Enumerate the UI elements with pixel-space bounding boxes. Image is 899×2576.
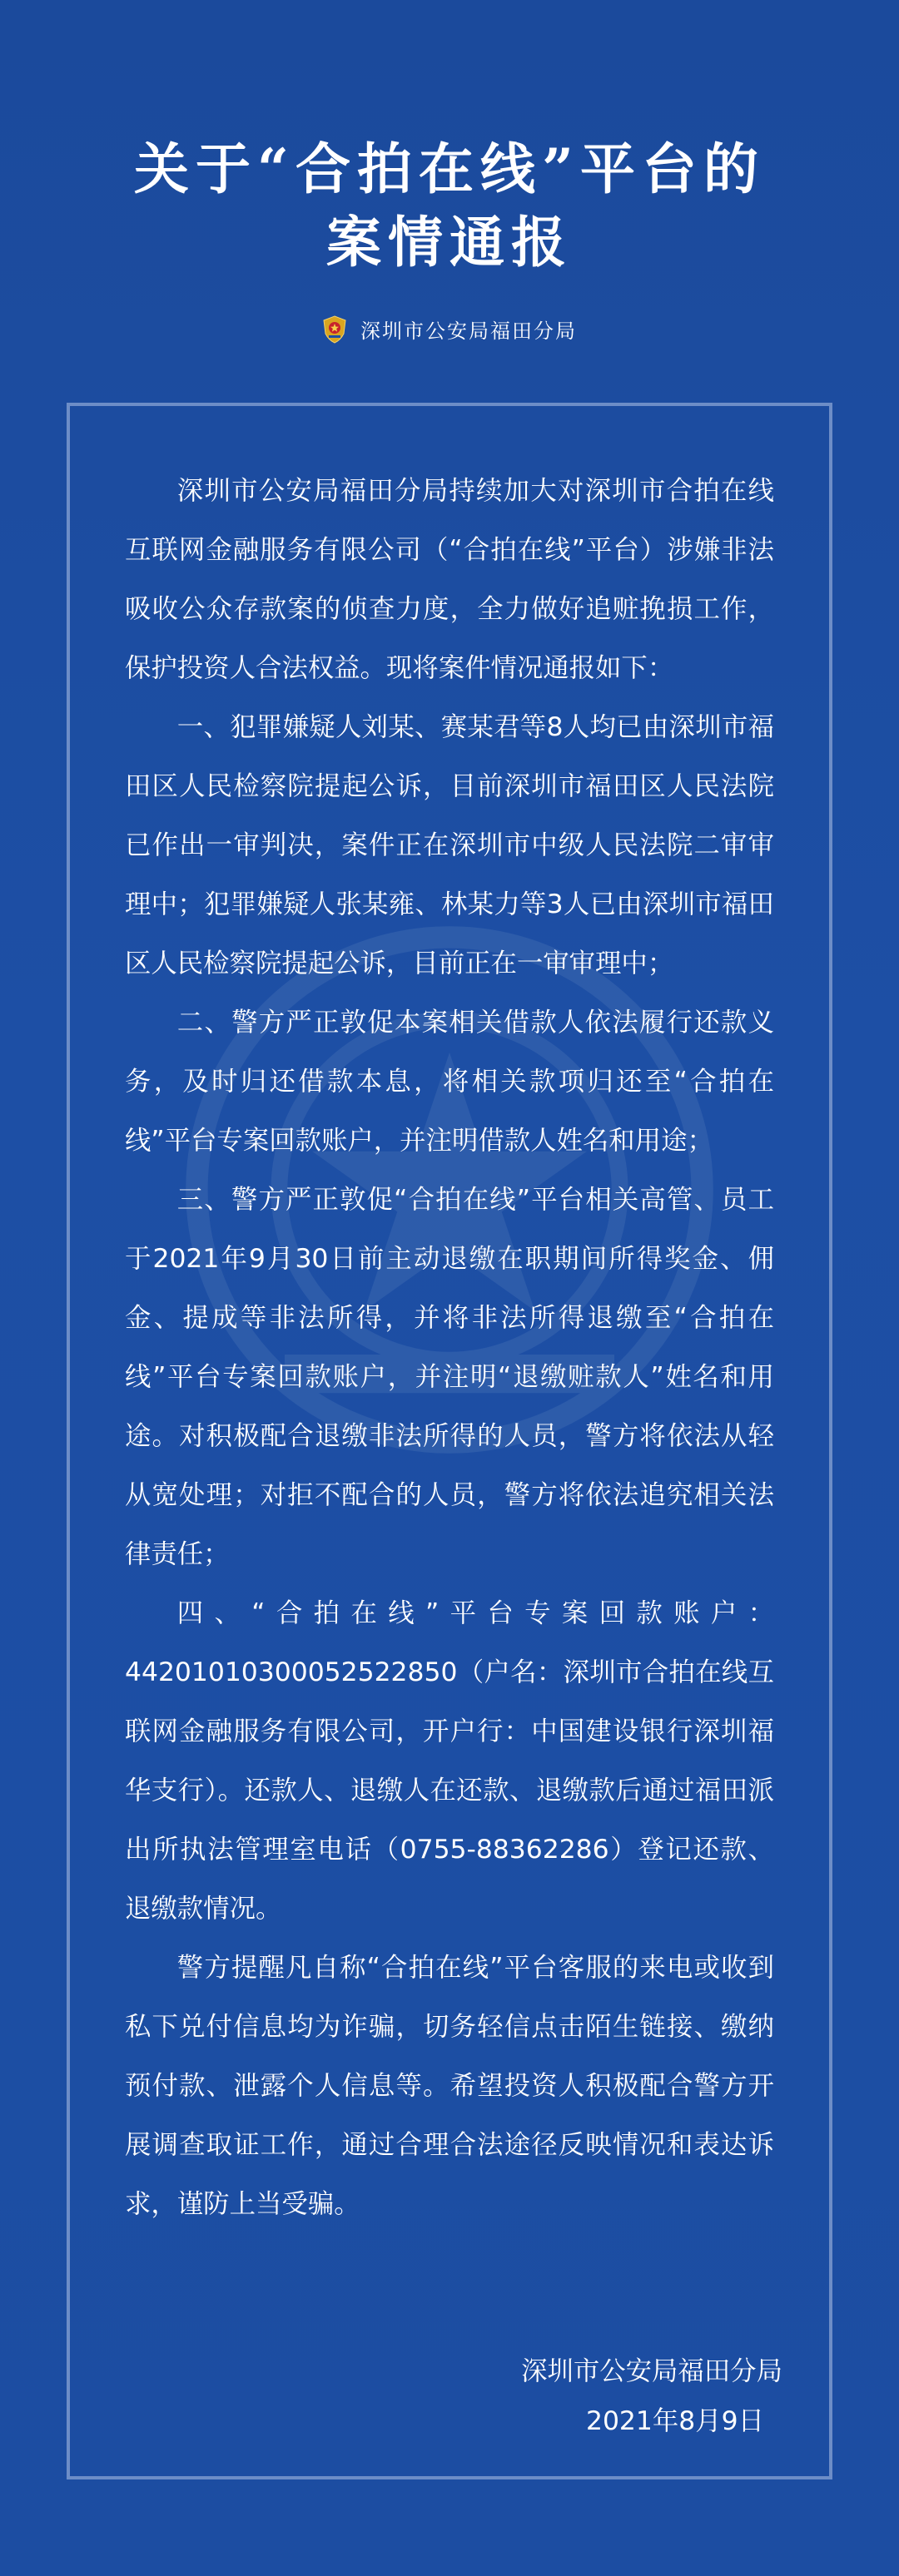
paragraph-intro: 深圳市公安局福田分局持续加大对深圳市合拍在线互联网金融服务有限公司（“合拍在线”平台）涉嫌非法吸收公众存款案的侦查力度，全力做好追赃挽损工作，保护投资人合法权益。现将案件情况通报如下：: [125, 476, 774, 683]
paragraph-item-4: 四、“合拍在线”平台专案回款账户：44201010300052522850（户名：深圳市合拍在线互联网金融服务有限公司，开户行：中国建设银行深圳福华支行）。还款人、退缴人在还款、退缴款后通过福田派出所执法管理室电话（0755-88362286）登记还款、退缴款情况。: [125, 1598, 774, 1924]
paragraph-item-3: 三、警方严正敦促“合拍在线”平台相关高管、员工于2021年9月30日前主动退缴在职期间所得奖金、佣金、提成等非法所得，并将非法所得退缴至“合拍在线”平台专案回款账户，并注明“退缴赃款人”姓名和用途。对积极配合退缴非法所得的人员，警方将依法从轻从宽处理；对拒不配合的人员，警方将依法追究相关法律责任；: [125, 1185, 774, 1569]
signature-organization: 深圳市公安局福田分局: [521, 2356, 782, 2386]
signature-date: 2021年8月9日: [585, 2406, 764, 2436]
paragraph-warning: 警方提醒凡自称“合拍在线”平台客服的来电或收到私下兑付信息均为诈骗，切务轻信点击陌生链接、缴纳预付款、泄露个人信息等。希望投资人积极配合警方开展调查取证工作，通过合理合法途径反映情况和表达诉求，谨防上当受骗。: [125, 1953, 774, 2219]
signature-block: [350, 2346, 782, 2446]
source-organization: 深圳市公安局福田分局: [360, 320, 577, 343]
page-title-line1: 关于“合拍在线”平台的: [134, 136, 765, 201]
page-title-line2: 案情通报: [326, 210, 573, 275]
source-line: [0, 315, 899, 344]
police-badge-icon: [322, 315, 347, 344]
paragraph-item-2: 二、警方严正敦促本案相关借款人依法履行还款义务，及时归还借款本息，将相关款项归还至“合拍在线”平台专案回款账户，并注明借款人姓名和用途；: [125, 1008, 774, 1156]
notice-body: [125, 462, 774, 2234]
paragraph-item-1: 一、犯罪嫌疑人刘某、赛某君等8人均已由深圳市福田区人民检察院提起公诉，目前深圳市福田区人民法院已作出一审判决，案件正在深圳市中级人民法院二审审理中；犯罪嫌疑人张某雍、林某力等3人已由深圳市福田区人民检察院提起公诉，目前正在一审审理中；: [125, 712, 774, 978]
